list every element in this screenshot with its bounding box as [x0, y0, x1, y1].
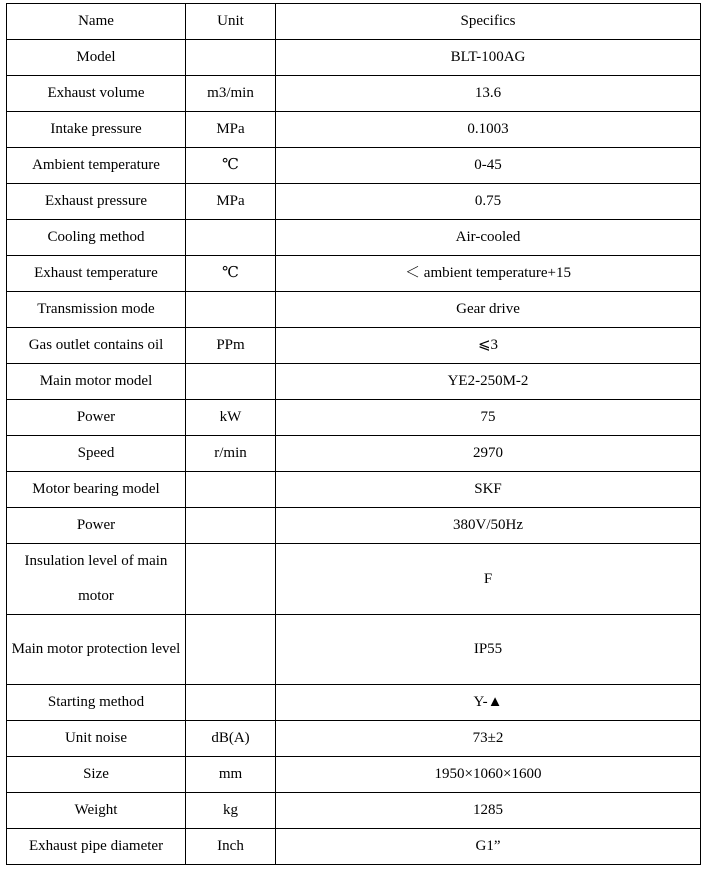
row-spec: ＜ ambient temperature+15	[276, 256, 701, 292]
table-row	[7, 544, 701, 615]
table-row	[7, 685, 701, 721]
header-unit: Unit	[186, 4, 276, 40]
table-row	[7, 472, 701, 508]
row-unit	[186, 685, 276, 721]
table-row	[7, 220, 701, 256]
row-unit: MPa	[186, 112, 276, 148]
row-spec: IP55	[276, 615, 701, 685]
row-name: Exhaust pressure	[7, 184, 186, 220]
table-row	[7, 721, 701, 757]
table-row	[7, 292, 701, 328]
row-spec: Gear drive	[276, 292, 701, 328]
spec-table	[6, 3, 701, 865]
table-row	[7, 829, 701, 865]
row-name: Intake pressure	[7, 112, 186, 148]
table-row	[7, 184, 701, 220]
table-row	[7, 148, 701, 184]
row-spec: YE2-250M-2	[276, 364, 701, 400]
row-name: Model	[7, 40, 186, 76]
row-name: Starting method	[7, 685, 186, 721]
table-row	[7, 400, 701, 436]
row-spec: 1285	[276, 793, 701, 829]
row-unit	[186, 508, 276, 544]
row-name: Motor bearing model	[7, 472, 186, 508]
row-spec: SKF	[276, 472, 701, 508]
row-unit: Inch	[186, 829, 276, 865]
table-row	[7, 76, 701, 112]
row-unit: ℃	[186, 148, 276, 184]
row-spec: 0.1003	[276, 112, 701, 148]
row-name: Main motor model	[7, 364, 186, 400]
row-spec: 13.6	[276, 76, 701, 112]
header-specifics: Specifics	[276, 4, 701, 40]
table-row	[7, 364, 701, 400]
row-name: Exhaust pipe diameter	[7, 829, 186, 865]
table-row	[7, 256, 701, 292]
row-name: Cooling method	[7, 220, 186, 256]
row-spec: 380V/50Hz	[276, 508, 701, 544]
row-unit	[186, 544, 276, 615]
row-spec: ⩽3	[276, 328, 701, 364]
row-spec: 1950×1060×1600	[276, 757, 701, 793]
row-unit: dB(A)	[186, 721, 276, 757]
row-unit: MPa	[186, 184, 276, 220]
row-name: Gas outlet contains oil	[7, 328, 186, 364]
row-name: Exhaust volume	[7, 76, 186, 112]
row-name: Size	[7, 757, 186, 793]
table-row	[7, 328, 701, 364]
row-spec: G1”	[276, 829, 701, 865]
table-row	[7, 793, 701, 829]
row-unit: ℃	[186, 256, 276, 292]
row-unit	[186, 364, 276, 400]
row-unit	[186, 472, 276, 508]
row-name: Power	[7, 400, 186, 436]
row-name: Insulation level of main motor	[7, 544, 186, 615]
row-unit: m3/min	[186, 76, 276, 112]
row-unit: kg	[186, 793, 276, 829]
row-name: Main motor protection level	[7, 615, 186, 685]
row-unit: kW	[186, 400, 276, 436]
row-unit: PPm	[186, 328, 276, 364]
table-row	[7, 508, 701, 544]
row-spec: 2970	[276, 436, 701, 472]
row-name: Ambient temperature	[7, 148, 186, 184]
table-row	[7, 112, 701, 148]
row-spec: BLT-100AG	[276, 40, 701, 76]
row-unit	[186, 615, 276, 685]
row-spec: 0.75	[276, 184, 701, 220]
row-unit	[186, 292, 276, 328]
table-row	[7, 40, 701, 76]
table-row	[7, 436, 701, 472]
row-unit	[186, 40, 276, 76]
table-row	[7, 757, 701, 793]
row-spec: Air-cooled	[276, 220, 701, 256]
row-name: Weight	[7, 793, 186, 829]
header-name: Name	[7, 4, 186, 40]
row-spec: 73±2	[276, 721, 701, 757]
table-row	[7, 615, 701, 685]
row-name: Unit noise	[7, 721, 186, 757]
row-unit	[186, 220, 276, 256]
row-spec: 0-45	[276, 148, 701, 184]
row-spec: F	[276, 544, 701, 615]
row-name: Speed	[7, 436, 186, 472]
row-unit: r/min	[186, 436, 276, 472]
row-spec: Y-▲	[276, 685, 701, 721]
row-spec: 75	[276, 400, 701, 436]
row-name: Power	[7, 508, 186, 544]
row-unit: mm	[186, 757, 276, 793]
row-name: Exhaust temperature	[7, 256, 186, 292]
row-name: Transmission mode	[7, 292, 186, 328]
header-row	[7, 4, 701, 40]
